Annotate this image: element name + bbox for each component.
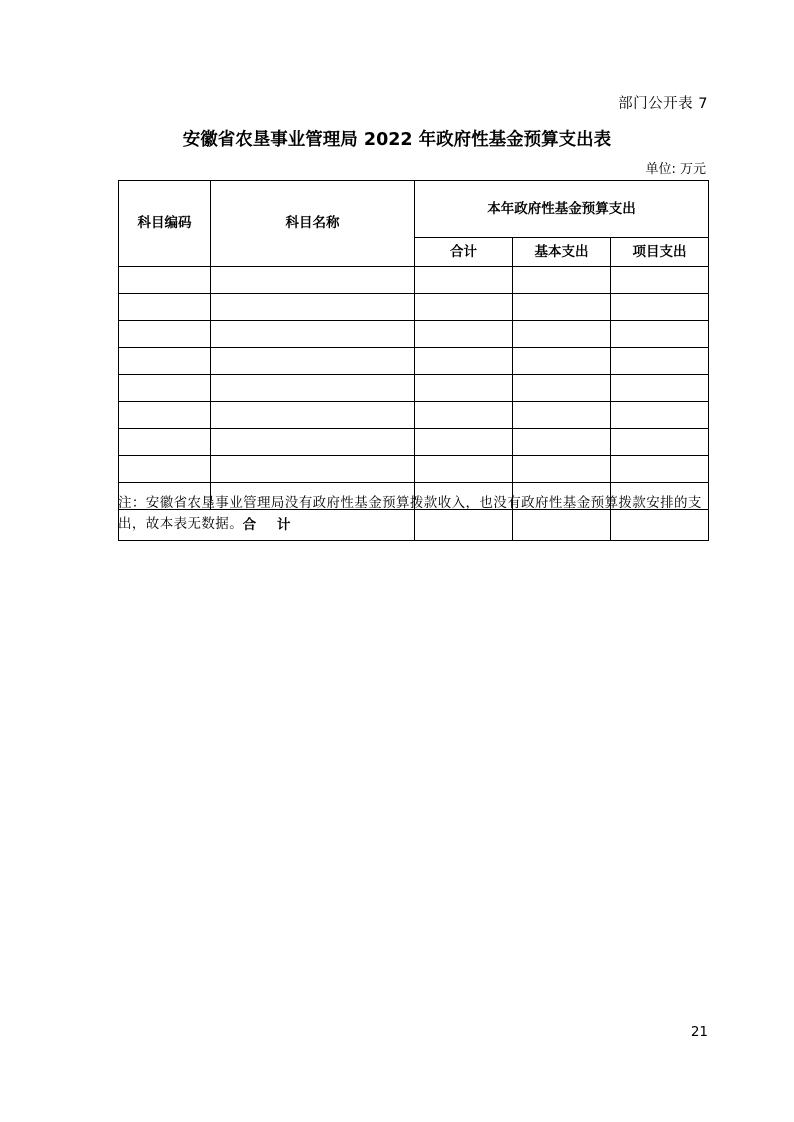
cell-basic	[513, 321, 611, 348]
cell-total	[415, 267, 513, 294]
table-row	[119, 267, 709, 294]
cell-basic	[513, 294, 611, 321]
cell-name	[211, 294, 415, 321]
cell-name	[211, 429, 415, 456]
cell-name	[211, 456, 415, 483]
cell-basic	[513, 348, 611, 375]
cell-name	[211, 375, 415, 402]
cell-total	[415, 348, 513, 375]
cell-code	[119, 402, 211, 429]
cell-name	[211, 348, 415, 375]
cell-basic	[513, 375, 611, 402]
table-row	[119, 348, 709, 375]
table-row	[119, 429, 709, 456]
cell-name	[211, 321, 415, 348]
cell-total	[415, 402, 513, 429]
cell-project	[611, 348, 709, 375]
cell-code	[119, 267, 211, 294]
cell-total	[415, 321, 513, 348]
table-row	[119, 375, 709, 402]
column-header-total: 合计	[415, 238, 513, 267]
cell-basic	[513, 402, 611, 429]
cell-project	[611, 321, 709, 348]
cell-basic	[513, 267, 611, 294]
cell-total	[415, 429, 513, 456]
cell-total	[415, 294, 513, 321]
cell-project	[611, 267, 709, 294]
page-title: 安徽省农垦事业管理局 2022 年政府性基金预算支出表	[182, 130, 612, 150]
table-row	[119, 294, 709, 321]
column-header-name: 科目名称	[211, 181, 415, 267]
column-header-group: 本年政府性基金预算支出	[415, 181, 709, 238]
budget-table	[118, 180, 709, 541]
table-note: 注：安徽省农垦事业管理局没有政府性基金预算拨款收入，也没有政府性基金预算拨款安排的支出，故本表无数据。	[118, 495, 702, 532]
cell-project	[611, 456, 709, 483]
table-row	[119, 456, 709, 483]
cell-name	[211, 267, 415, 294]
cell-code	[119, 429, 211, 456]
column-header-basic: 基本支出	[513, 238, 611, 267]
cell-code	[119, 348, 211, 375]
cell-code	[119, 321, 211, 348]
unit-label: 单位: 万元	[645, 162, 706, 177]
column-header-code: 科目编码	[119, 181, 211, 267]
cell-project	[611, 429, 709, 456]
cell-basic	[513, 429, 611, 456]
column-header-project: 项目支出	[611, 238, 709, 267]
cell-project	[611, 375, 709, 402]
page-number: 21	[690, 1024, 708, 1040]
cell-total	[415, 375, 513, 402]
table-row	[119, 402, 709, 429]
cell-code	[119, 456, 211, 483]
table-header-row-primary	[119, 181, 709, 238]
cell-total	[415, 456, 513, 483]
cell-code	[119, 294, 211, 321]
cell-basic	[513, 456, 611, 483]
table-row	[119, 321, 709, 348]
cell-name	[211, 402, 415, 429]
form-label: 部门公开表 7	[618, 96, 708, 112]
cell-project	[611, 402, 709, 429]
cell-project	[611, 294, 709, 321]
cell-code	[119, 375, 211, 402]
total-row-label: 合 计	[119, 510, 415, 541]
